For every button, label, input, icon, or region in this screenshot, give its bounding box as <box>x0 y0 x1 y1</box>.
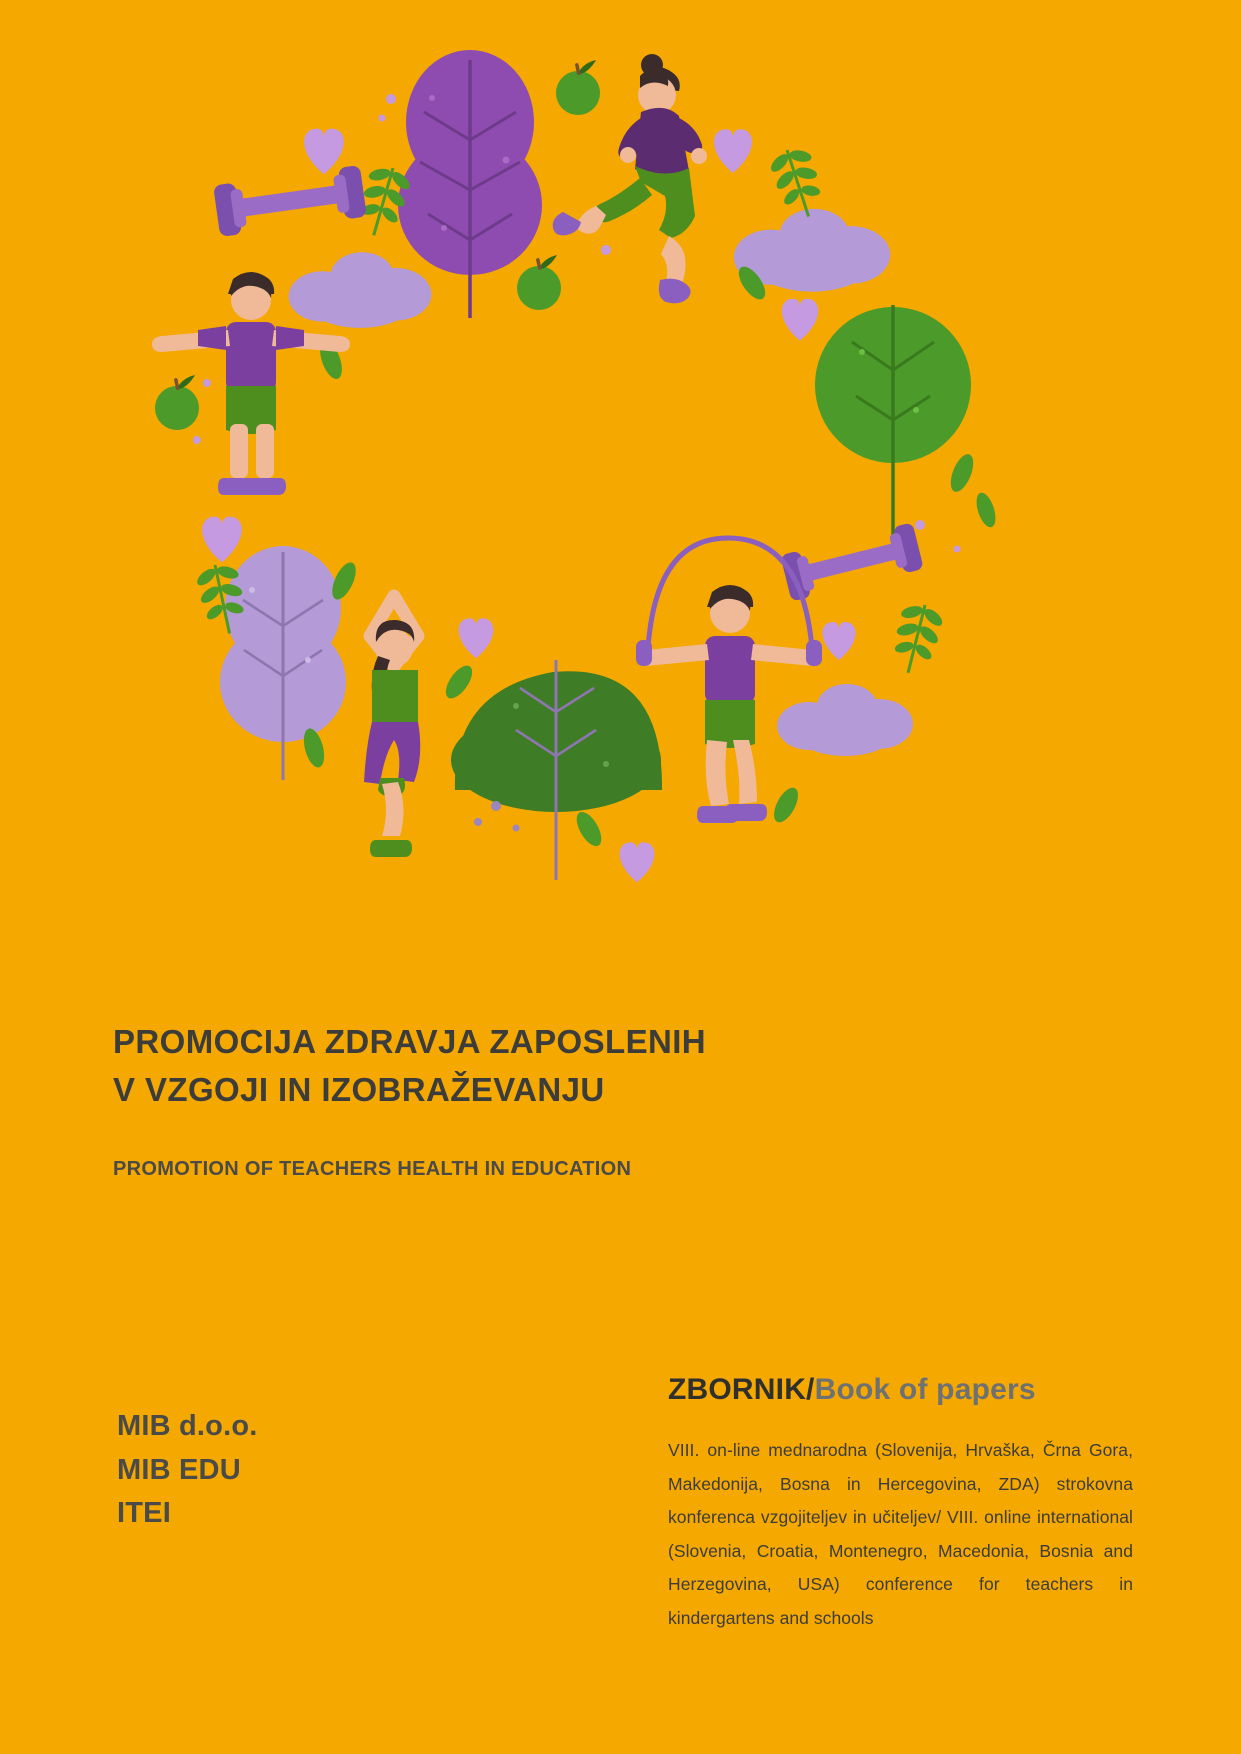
dot <box>203 379 211 387</box>
heart <box>304 129 344 175</box>
jump-rope-boy <box>636 538 822 823</box>
title-block <box>113 1018 1013 1181</box>
publisher-item: ITEI <box>117 1497 171 1529</box>
apple <box>155 375 199 430</box>
leaf-sprig <box>885 599 947 678</box>
leaf-icon <box>441 661 478 702</box>
heart <box>714 129 752 173</box>
dot <box>491 801 501 811</box>
proceedings-title <box>668 1373 1133 1407</box>
dot <box>915 520 925 530</box>
dot <box>954 546 961 553</box>
publisher-item: MIB EDU <box>117 1453 241 1486</box>
page-title-line2: V VZGOJI IN IZOBRAŽEVANJU <box>113 1070 605 1108</box>
leaf-icon <box>769 784 803 826</box>
yoga-woman <box>364 596 420 857</box>
proceedings-description: VIII. on-line mednarodna (Slovenija, Hrvaška, Črna Gora, Makedonija, Bosna in Hercegovina, ZDA) strokovna konferenca vzgojiteljev in učiteljev/ VIII. online international (Slovenia, Croatia, Montenegro, Macedonia, Bosnia and Herzegovina, USA) conference for teachers in kindergartens and schools <box>668 1440 1133 1628</box>
publisher-item: MIB d.o.o. <box>117 1410 258 1442</box>
dot <box>379 115 386 122</box>
lilac-tree <box>220 546 346 780</box>
dot <box>601 245 611 255</box>
proceedings-title-primary: ZBORNIK/ <box>668 1373 815 1406</box>
cloud <box>289 252 432 328</box>
publishers-list <box>117 1405 517 1536</box>
page-subtitle: PROMOTION OF TEACHERS HEALTH IN EDUCATION <box>113 1157 632 1180</box>
apple <box>517 255 561 310</box>
dot <box>513 825 520 832</box>
page-title-line1: PROMOCIJA ZDRAVJA ZAPOSLENIH <box>113 1023 707 1060</box>
heart <box>202 517 242 563</box>
heart <box>459 618 494 658</box>
dumbbell <box>213 165 367 237</box>
leaf-icon <box>973 490 999 529</box>
heart <box>620 842 655 882</box>
cloud <box>777 684 913 756</box>
leaf-icon <box>572 808 607 850</box>
heart <box>782 299 818 341</box>
leaf-icon <box>946 451 978 495</box>
green-tree <box>815 305 971 560</box>
dot <box>193 436 201 444</box>
proceedings-block <box>668 1373 1133 1636</box>
heart <box>822 622 855 660</box>
page-title <box>113 1018 1013 1114</box>
dot <box>386 94 396 104</box>
apple <box>556 60 600 115</box>
dot <box>474 818 482 826</box>
proceedings-title-secondary: Book of papers <box>814 1373 1036 1406</box>
